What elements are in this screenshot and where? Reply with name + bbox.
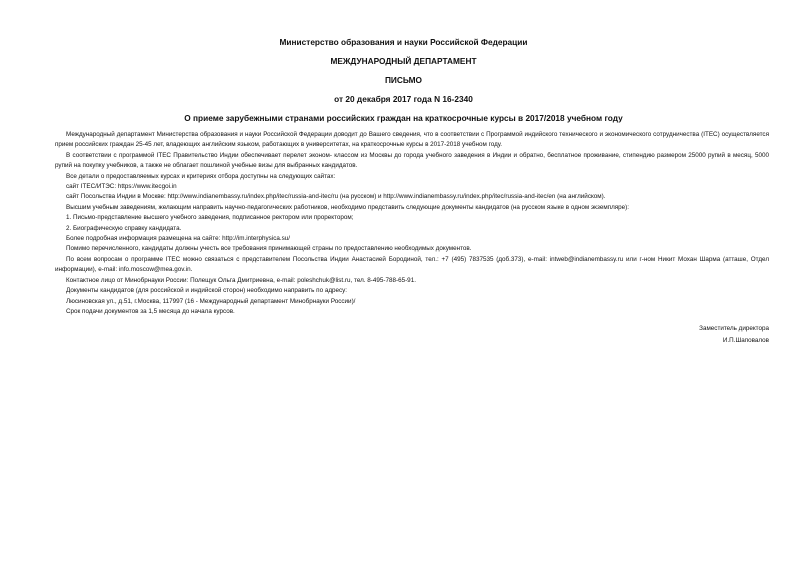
document-subject: О приеме зарубежными странами российских граждан на краткосрочные курсы в 2017/2018 учебном году: [184, 113, 623, 123]
paragraph: Более подробная информация размещена на сайте: http://im.interphysica.su/: [66, 235, 291, 243]
paragraph: Международный департамент Министерства образования и науки Российской Федерации доводит до Вашего сведения, что в соответствии с Программой индийского технического и экономического сотрудничества (ITEC) осуществляется прием российских граждан 25-45 лет, владеющих английским языком, работающих в университетах, на краткосрочные курсы в 2017-2018 учебном году.: [55, 131, 769, 149]
department-title: МЕЖДУНАРОДНЫЙ ДЕПАРТАМЕНТ: [330, 56, 477, 66]
paragraph: Все детали о предоставляемых курсах и критериях отбора доступны на следующих сайтах:: [66, 172, 336, 180]
signatory-position: Заместитель директора: [699, 325, 769, 332]
paragraph: Помимо перечисленного, кандидаты должны учесть все требования принимающей страны по предоставлению необходимых документов.: [66, 245, 472, 253]
signatory-name: И.П.Шаповалов: [722, 337, 769, 344]
paragraph: сайт Посольства Индии в Москве: http://www.indianembassy.ru/index.php/itec/russia-and-itec/ru (на русском) и http://www.indianembassy.ru/index.php/itec/russia-and-itec/en (на английском).: [66, 193, 606, 201]
document-type: ПИСЬМО: [384, 75, 423, 85]
paragraph: Контактное лицо от Минобрнауки России: Полещук Ольга Дмитриевна, e-mail: poleshchuk@list.ru, тел. 8-495-788-65-91.: [66, 276, 416, 284]
paragraph: По всем вопросам о программе ITEC можно связаться с представителем Посольства Индии Анастасией Бородиной, тел.: +7 (495) 7837535 (доб.373), e-mail: intweb@indianembassy.ru или г-ном Никит Мохан Шарма (атташе, Отдел информации), e-mail: info.moscow@mea.gov.in.: [55, 255, 769, 274]
signature-block: [699, 323, 769, 347]
paragraph: 2. Биографическую справку кандидата.: [66, 224, 182, 232]
document-date-number: от 20 декабря 2017 года N 16-2340: [334, 94, 473, 104]
paragraph: Документы кандидатов (для российской и индийской сторон) необходимо направить по адресу:: [66, 287, 348, 295]
paragraph: сайт ITEC/ИТЭС: https://www.itecgoi.in: [66, 183, 177, 191]
paragraph: 1. Письмо-представление высшего учебного заведения, подписанное ректором или проректором;: [66, 214, 354, 222]
paragraph: Срок подачи документов за 1,5 месяца до начала курсов.: [66, 307, 235, 315]
ministry-title: Министерство образования и науки Российской Федерации: [279, 37, 528, 47]
paragraph: В соответствии с программой ITEC Правительство Индии обеспечивает перелет эконом- классом из Москвы до города учебного заведения в Индии и обратно, бесплатное проживание, стипендию размером 25000 рупий в месяц, 5000 рупий на покупку учебников, а также не облагает пошлиной учебные визы для выбранных кандидатов.: [55, 151, 769, 170]
paragraph: Высшим учебным заведениям, желающим направить научно-педагогических работников, необходимо представить следующие документы кандидатов (на русском языке в одном экземпляре):: [66, 203, 630, 211]
letter-body: [55, 130, 769, 317]
paragraph: Люсиновская ул., д.51, г.Москва, 117997 (16 - Международный департамент Минобрнауки России)/: [66, 297, 356, 305]
